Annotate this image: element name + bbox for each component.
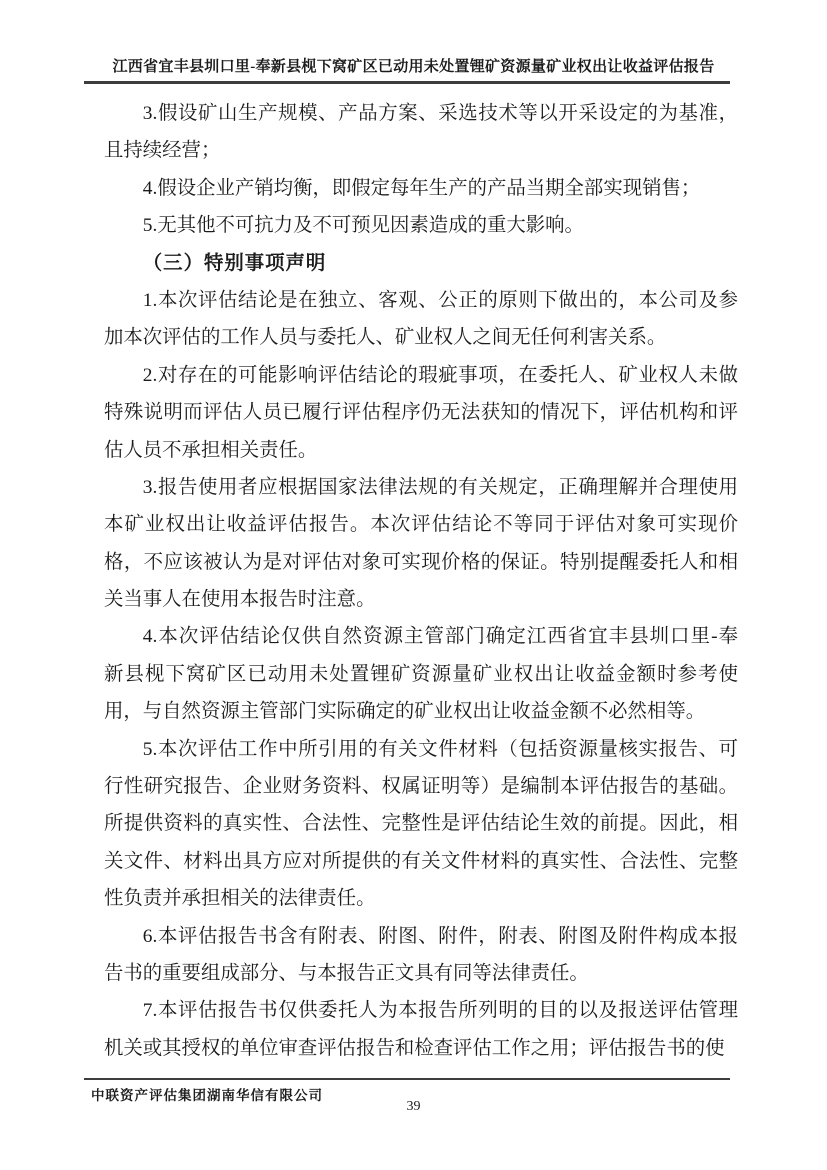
body-paragraph	[104, 918, 738, 993]
text-line: 格，不应该被认为是对评估对象可实现价格的保证。特别提醒委托人和相	[104, 551, 738, 573]
text-line: 3.报告使用者应根据国家法律法规的有关规定，正确理解并合理使用	[142, 476, 738, 498]
text-line: 关文件、材料出具方应对所提供的有关文件材料的真实性、合法性、完整	[104, 850, 738, 872]
text-line: 估人员不承担相关责任。	[104, 439, 318, 461]
footer-company-name: 中联资产评估集团湖南华信有限公司	[91, 1088, 323, 1103]
section-heading	[104, 245, 738, 282]
body-paragraph	[104, 469, 738, 619]
body-paragraph	[104, 207, 738, 244]
body-paragraph	[104, 282, 738, 357]
text-line: 且持续经营；	[104, 140, 221, 162]
header-rule	[84, 81, 730, 84]
text-line: 5.本次评估工作中所引用的有关文件材料（包括资源量核实报告、可	[142, 738, 738, 760]
body-paragraph	[104, 731, 738, 918]
text-line: 用，与自然资源主管部门实际确定的矿业权出让收益金额不必然相等。	[104, 701, 706, 723]
text-line: 所提供资料的真实性、合法性、完整性是评估结论生效的前提。因此，相	[104, 813, 738, 835]
body-paragraph	[104, 95, 738, 170]
text-line: （三）特别事项声明	[142, 251, 327, 274]
body-paragraph	[104, 170, 738, 207]
text-line: 4.假设企业产销均衡，即假定每年生产的产品当期全部实现销售；	[142, 177, 701, 199]
page-number: 39	[406, 1099, 421, 1114]
footer-rule	[84, 1078, 730, 1080]
text-line: 性负责并承担相关的法律责任。	[104, 888, 376, 910]
body-paragraph	[104, 992, 738, 1067]
text-line: 5.无其他不可抗力及不可预见因素造成的重大影响。	[142, 215, 584, 237]
text-line: 行性研究报告、企业财务资料、权属证明等）是编制本评估报告的基础。	[104, 776, 738, 798]
text-line: 1.本次评估结论是在独立、客观、公正的原则下做出的，本公司及参	[142, 289, 738, 311]
text-line: 3.假设矿山生产规模、产品方案、采选技术等以开采设定的为基准，	[142, 103, 738, 124]
text-line: 4.本次评估结论仅供自然资源主管部门确定江西省宜丰县圳口里-奉	[142, 626, 738, 648]
text-line: 2.对存在的可能影响评估结论的瑕疵事项，在委托人、矿业权人未做	[142, 364, 738, 386]
text-line: 特殊说明而评估人员已履行评估程序仍无法获知的情况下，评估机构和评	[104, 402, 738, 424]
text-line: 告书的重要组成部分、与本报告正文具有同等法律责任。	[104, 962, 589, 984]
text-line: 机关或其授权的单位审查评估报告和检查评估工作之用；评估报告书的使	[104, 1037, 725, 1059]
body-paragraph	[104, 357, 738, 469]
text-line: 新县枧下窝矿区已动用未处置锂矿资源量矿业权出让收益金额时参考使	[104, 663, 738, 685]
body-paragraph	[104, 618, 738, 730]
text-line: 关当事人在使用本报告时注意。	[104, 589, 376, 611]
text-line: 6.本评估报告书含有附表、附图、附件，附表、附图及附件构成本报	[142, 925, 738, 947]
page-header-title: 江西省宜丰县圳口里-奉新县枧下窝矿区已动用未处置锂矿资源量矿业权出让收益评估报告	[112, 59, 715, 75]
text-line: 加本次评估的工作人员与委托人、矿业权人之间无任何利害关系。	[104, 327, 667, 349]
text-line: 本矿业权出让收益评估报告。本次评估结论不等同于评估对象可实现价	[104, 514, 738, 536]
document-body	[104, 95, 738, 1067]
text-line: 7.本评估报告书仅供委托人为本报告所列明的目的以及报送评估管理	[142, 1000, 738, 1022]
